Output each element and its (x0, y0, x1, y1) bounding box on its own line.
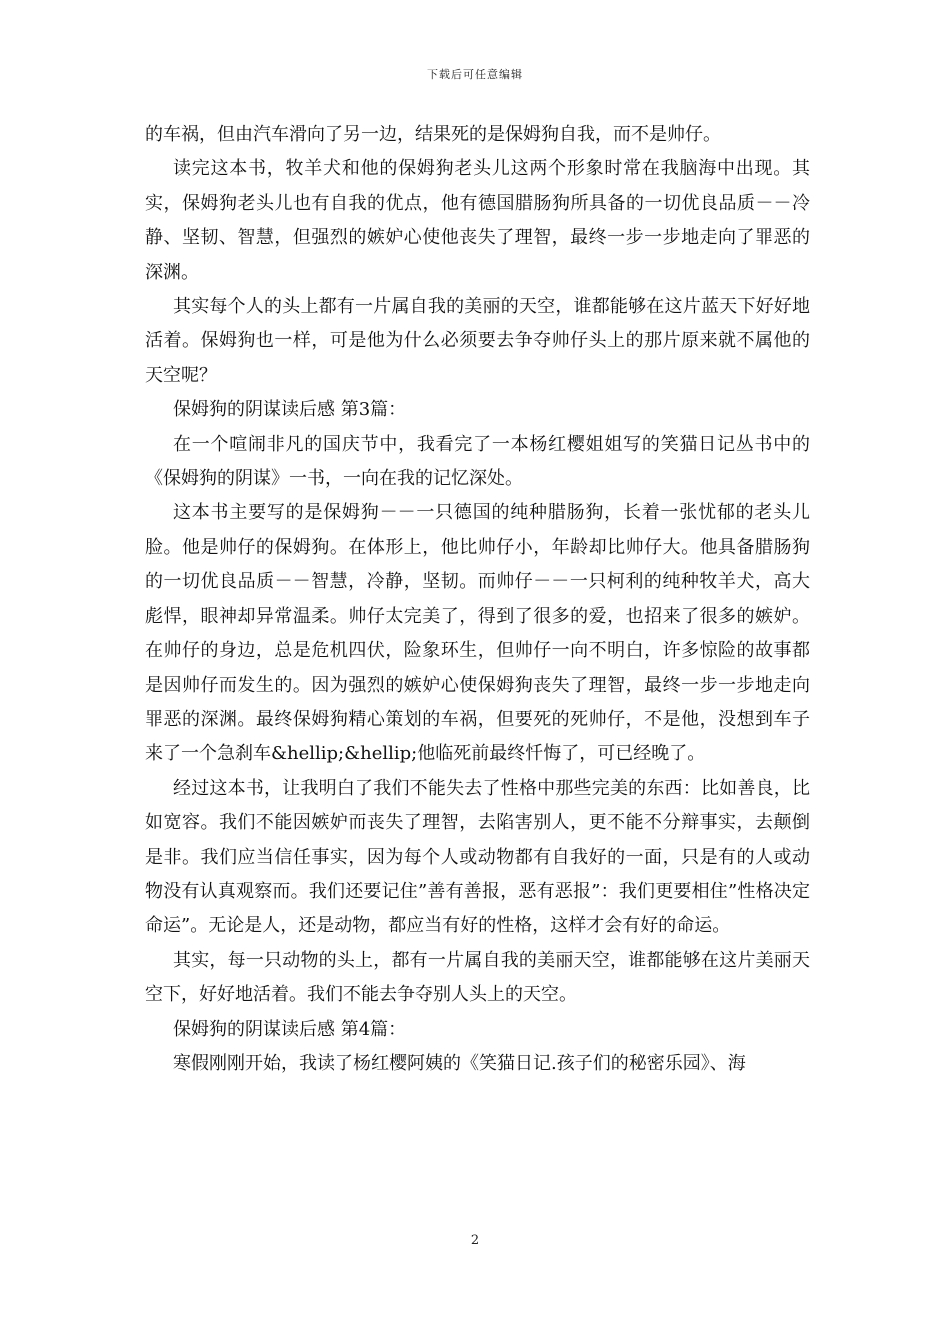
document-body (145, 118, 810, 1081)
paragraph: 其实每个人的头上都有一片属自我的美丽的天空，谁都能够在这片蓝天下好好地活着。保姆狗也一样，可是他为什么必须要去争夺帅仔头上的那片原来就不属他的天空呢？ (145, 296, 810, 386)
section-heading: 保姆狗的阴谋读后感 第4篇： (173, 1018, 407, 1040)
paragraph-continuation: 的车祸，但由汽车滑向了另一边，结果死的是保姆狗自我，而不是帅仔。 (145, 124, 721, 145)
paragraph: 在一个喧闹非凡的国庆节中，我看完了一本杨红樱姐姐写的笑猫日记丛书中的《保姆狗的阴谋》一书，一向在我的记忆深处。 (145, 433, 810, 490)
page-number: 2 (470, 1233, 480, 1248)
paragraph: 这本书主要写的是保姆狗－－一只德国的纯种腊肠狗，长着一张忧郁的老头儿脸。他是帅仔的保姆狗。在体形上，他比帅仔小，年龄却比帅仔大。他具备腊肠狗的一切优良品质－－智慧，冷静，坚韧。而帅仔－－一只柯利的纯种牧羊犬，高大彪悍，眼神却异常温柔。帅仔太完美了，得到了很多的爱，也招来了很多的嫉妒。在帅仔的身边，总是危机四伏，险象环生，但帅仔一向不明白，许多惊险的故事都是因帅仔而发生的。因为强烈的嫉妒心使保姆狗丧失了理智，最终一步一步地走向罪恶的深渊。最终保姆狗精心策划的车祸，但要死的死帅仔，不是他，没想到车子来了一个急刹车&hellip;&hellip;他临死前最终忏悔了，可已经晚了。 (145, 502, 810, 765)
paragraph: 其实，每一只动物的头上，都有一片属自我的美丽天空，谁都能够在这片美丽天空下，好好地活着。我们不能去争夺别人头上的天空。 (145, 949, 810, 1006)
paragraph: 读完这本书，牧羊犬和他的保姆狗老头儿这两个形象时常在我脑海中出现。其实，保姆狗老头儿也有自我的优点，他有德国腊肠狗所具备的一切优良品质－－冷静、坚韧、智慧，但强烈的嫉妒心使他丧失了理智，最终一步一步地走向了罪恶的深渊。 (145, 158, 810, 283)
paragraph: 寒假刚刚开始，我读了杨红樱阿姨的《笑猫日记.孩子们的秘密乐园》、海 (173, 1052, 746, 1074)
page-header: 下载后可任意编辑 (427, 68, 523, 81)
section-heading: 保姆狗的阴谋读后感 第3篇： (173, 399, 407, 421)
paragraph: 经过这本书，让我明白了我们不能失去了性格中那些完美的东西：比如善良，比如宽容。我们不能因嫉妒而丧失了理智，去陷害别人，更不能不分辩事实，去颠倒是非。我们应当信任事实，因为每个人或动物都有自我好的一面，只是有的人或动物没有认真观察而。我们还要记住”善有善报，恶有恶报”：我们更要相住”性格决定命运”。无论是人，还是动物，都应当有好的性格，这样才会有好的命运。 (145, 777, 810, 937)
